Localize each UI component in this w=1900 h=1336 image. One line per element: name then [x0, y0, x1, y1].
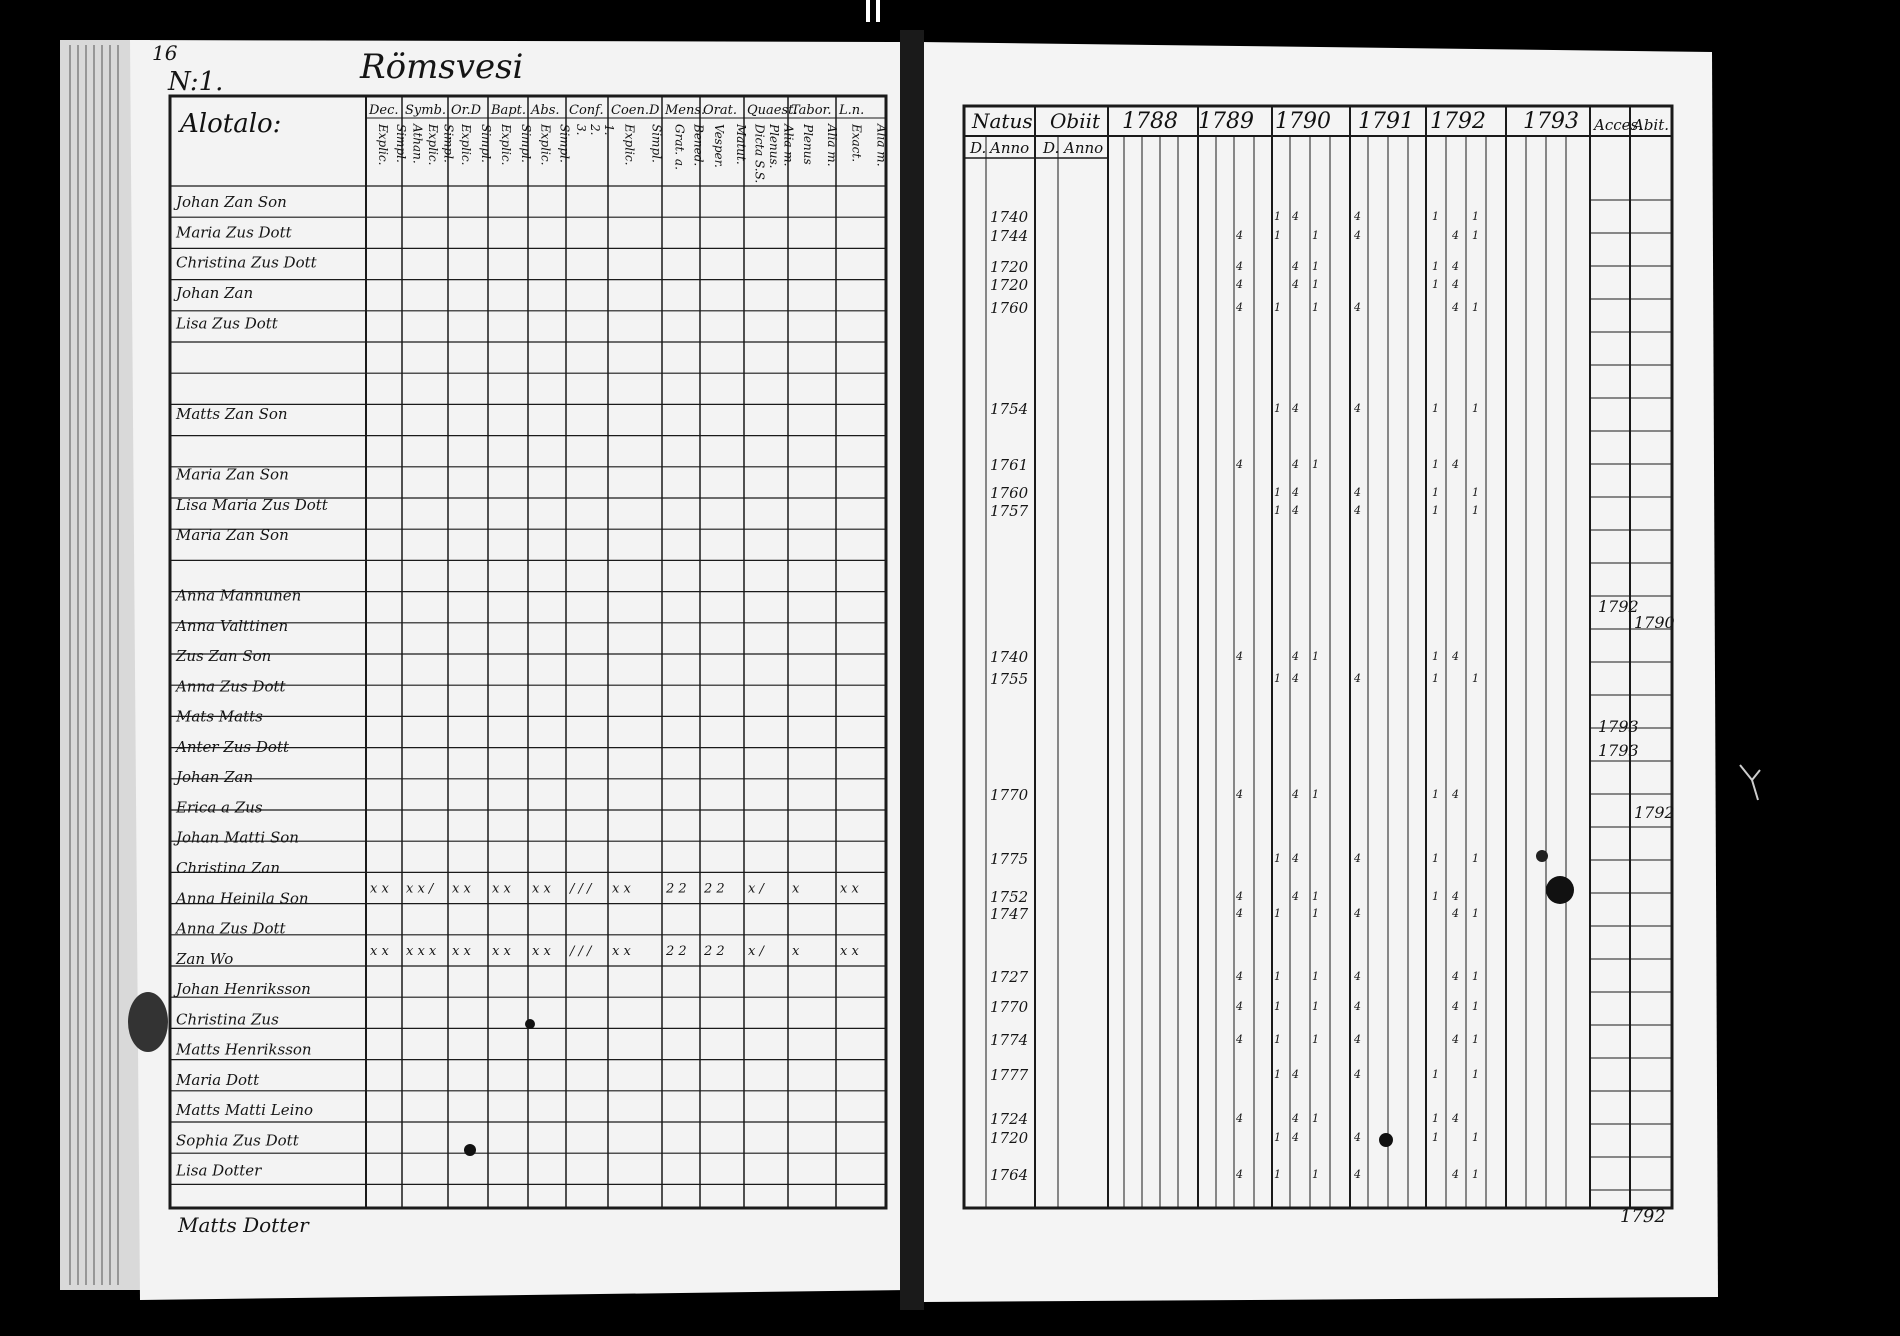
tick-mark: 4: [1292, 788, 1299, 801]
tick-mark: 1: [1472, 402, 1479, 415]
ink-blot: [1546, 876, 1574, 904]
entry-name: Anna Heinila Son: [176, 889, 309, 908]
birth-year: 1764: [990, 1166, 1029, 1184]
tick-mark: 4: [1236, 890, 1243, 903]
column-header-title: Conf.: [569, 103, 604, 118]
tick-mark: 1: [1472, 1168, 1479, 1181]
year-1790: 1790: [1275, 109, 1331, 134]
tick-mark: 1: [1312, 1112, 1319, 1125]
tick-mark: 1: [1432, 852, 1439, 865]
tick-mark: 1: [1312, 970, 1319, 983]
tick-mark: 1: [1312, 278, 1319, 291]
column-header-title: Bapt.: [491, 103, 526, 118]
column-subheader: Simpl.: [479, 124, 493, 163]
attendance-mark: 2 2: [666, 943, 687, 959]
tick-mark: 4: [1452, 970, 1459, 983]
entry-name: Christina Zus Dott: [176, 253, 317, 272]
tick-mark: 1: [1312, 1168, 1319, 1181]
tick-mark: 4: [1354, 1000, 1361, 1013]
tick-mark: 1: [1432, 1112, 1439, 1125]
tick-mark: 4: [1236, 1168, 1243, 1181]
acces-mark-1: 1792: [1598, 597, 1639, 616]
attendance-mark: 2 2: [704, 943, 725, 959]
binding-knob: [128, 992, 168, 1052]
column-subheader: Plenus: [801, 124, 815, 165]
attendance-mark: x x: [840, 943, 859, 959]
tick-mark: 4: [1236, 229, 1243, 242]
tick-mark: 4: [1452, 650, 1459, 663]
column-subheader: Plenus.: [767, 124, 781, 169]
acces-mark-3: 1793: [1598, 741, 1639, 760]
attendance-mark: / / /: [570, 881, 592, 897]
entry-name: Matts Matti Leino: [176, 1101, 314, 1120]
tick-mark: 4: [1354, 229, 1361, 242]
column-subheader: Simpl.: [557, 124, 572, 163]
tick-mark: 4: [1452, 458, 1459, 471]
tick-mark: 4: [1292, 1131, 1299, 1144]
entry-name: Anna Zus Dott: [176, 919, 286, 938]
entry-name: Christina Zan: [176, 859, 281, 878]
tick-mark: 4: [1354, 210, 1361, 223]
tick-mark: 1: [1472, 1068, 1479, 1081]
tick-mark: 4: [1452, 260, 1459, 273]
tick-mark: 4: [1452, 1168, 1459, 1181]
birth-year: 1770: [990, 998, 1029, 1016]
tick-mark: 1: [1274, 852, 1281, 865]
birth-year: 1724: [990, 1110, 1029, 1128]
column-subheader: Simpl.: [519, 124, 533, 163]
attendance-mark: x /: [748, 943, 764, 959]
tick-mark: 1: [1432, 1131, 1439, 1144]
entry-name: Erica a Zus: [176, 798, 263, 817]
birth-year: 1744: [990, 227, 1029, 245]
entry-name: Johan Zan: [176, 768, 254, 787]
sub-d-obiit: D.: [1043, 139, 1060, 157]
tick-mark: 4: [1236, 788, 1243, 801]
tick-mark: 4: [1292, 1112, 1299, 1125]
tick-mark: 1: [1274, 301, 1281, 314]
ink-blot: [1379, 1133, 1393, 1147]
attendance-mark: x x: [532, 881, 551, 897]
tick-mark: 1: [1274, 1000, 1281, 1013]
sub-d-natus: D.: [970, 139, 987, 157]
birth-year: 1774: [990, 1031, 1029, 1049]
sub-anno-natus: Anno: [990, 139, 1030, 157]
tick-mark: 4: [1236, 1033, 1243, 1046]
attendance-mark: x x: [612, 943, 631, 959]
entry-name: Johan Zan Son: [176, 193, 287, 212]
column-subheader: Athan.: [410, 124, 425, 164]
year-1793: 1793: [1523, 109, 1579, 134]
tick-mark: 4: [1292, 486, 1299, 499]
tick-mark: 4: [1354, 1068, 1361, 1081]
tick-mark: 1: [1432, 260, 1439, 273]
column-header-title: L.n.: [839, 103, 865, 118]
header-abiit: Abit.: [1633, 116, 1670, 134]
attendance-mark: x x /: [406, 881, 434, 897]
entry-name: Johan Matti Son: [176, 828, 299, 847]
entry-name: Sophia Zus Dott: [176, 1131, 299, 1150]
tick-mark: 1: [1274, 229, 1281, 242]
column-subheader: Explic.: [426, 124, 440, 166]
birth-year: 1747: [990, 905, 1029, 923]
birth-year: 1720: [990, 1129, 1029, 1147]
birth-year: 1720: [990, 276, 1029, 294]
tick-mark: 1: [1274, 1068, 1281, 1081]
tick-mark: 1: [1274, 970, 1281, 983]
tick-mark: 1: [1312, 907, 1319, 920]
tick-mark: 1: [1432, 486, 1439, 499]
tick-mark: 1: [1274, 210, 1281, 223]
column-subheader: Explic.: [376, 124, 390, 166]
tick-mark: 1: [1274, 672, 1281, 685]
tick-mark: 1: [1472, 486, 1479, 499]
column-subheader: Bened.: [691, 124, 706, 167]
attendance-mark: 2 2: [666, 881, 687, 897]
entry-name: Maria Zus Dott: [176, 223, 292, 242]
right-footer-total: 1792: [1620, 1206, 1666, 1227]
birth-year: 1761: [990, 456, 1029, 474]
tick-mark: 4: [1236, 1000, 1243, 1013]
tick-mark: 1: [1274, 486, 1281, 499]
acces-mark-2: 1793: [1598, 717, 1639, 736]
year-1789: 1789: [1198, 109, 1254, 134]
column-header-title: Symb.: [405, 103, 447, 118]
tick-mark: 4: [1354, 1033, 1361, 1046]
column-subheader: Alia m.: [825, 124, 839, 167]
tick-mark: 4: [1292, 1068, 1299, 1081]
tick-mark: 4: [1354, 907, 1361, 920]
tick-mark: 1: [1432, 402, 1439, 415]
column-header-title: Orat.: [703, 103, 737, 118]
tick-mark: 4: [1236, 260, 1243, 273]
attendance-mark: x x: [492, 943, 511, 959]
entry-name: Maria Zan Son: [176, 526, 289, 545]
tick-mark: 1: [1432, 672, 1439, 685]
birth-year: 1755: [990, 670, 1029, 688]
tick-mark: 4: [1236, 650, 1243, 663]
tick-mark: 4: [1292, 672, 1299, 685]
tick-mark: 4: [1354, 970, 1361, 983]
tick-mark: 4: [1292, 504, 1299, 517]
column-subheader: 1.: [602, 124, 616, 136]
tick-mark: 4: [1354, 486, 1361, 499]
column-header-title: Mens.: [665, 103, 706, 118]
right-page: [920, 42, 1718, 1302]
sub-anno-obiit: Anno: [1064, 139, 1104, 157]
tick-mark: 1: [1312, 260, 1319, 273]
tick-mark: 4: [1292, 890, 1299, 903]
attendance-mark: x: [792, 881, 800, 897]
entry-name: Mats Matts: [176, 707, 263, 726]
tick-mark: 4: [1354, 301, 1361, 314]
tick-mark: 4: [1292, 650, 1299, 663]
abit-mark-1: 1790: [1634, 613, 1675, 632]
tick-mark: 4: [1236, 1112, 1243, 1125]
column-subheader: Alia m.: [874, 124, 889, 167]
tick-mark: 1: [1432, 504, 1439, 517]
column-subheader: Matut.: [734, 124, 748, 165]
tick-mark: 1: [1312, 1033, 1319, 1046]
attendance-mark: x: [792, 943, 800, 959]
gutter: [900, 30, 924, 1310]
entry-name: Lisa Zus Dott: [176, 314, 278, 333]
ink-blot: [464, 1144, 476, 1156]
column-header-title: Tabor.: [791, 103, 832, 118]
attendance-mark: x x: [370, 943, 389, 959]
tick-mark: 1: [1472, 1000, 1479, 1013]
column-header-title: Dec.: [369, 103, 399, 118]
entry-name: Anna Mannunen: [176, 586, 302, 605]
tick-mark: 1: [1312, 458, 1319, 471]
tick-mark: 4: [1452, 301, 1459, 314]
attendance-mark: x x x: [406, 943, 437, 959]
attendance-mark: x /: [748, 881, 764, 897]
tick-mark: 1: [1312, 788, 1319, 801]
left-footer-text: Matts Dotter: [178, 1213, 309, 1237]
entry-name: Lisa Dotter: [176, 1161, 262, 1180]
entry-name: Maria Dott: [176, 1070, 260, 1089]
tick-mark: 4: [1236, 907, 1243, 920]
tick-mark: 1: [1312, 650, 1319, 663]
entry-name: Zus Zan Son: [176, 647, 272, 666]
tick-mark: 4: [1354, 504, 1361, 517]
tick-mark: 1: [1432, 650, 1439, 663]
header-accessit: Acces.: [1594, 116, 1643, 134]
tick-mark: 1: [1432, 788, 1439, 801]
tick-mark: 4: [1236, 301, 1243, 314]
tick-mark: 4: [1354, 402, 1361, 415]
header-natus: Natus: [972, 109, 1033, 133]
attendance-mark: x x: [370, 881, 389, 897]
year-1791: 1791: [1358, 109, 1414, 134]
column-subheader: Simpl.: [394, 124, 408, 163]
attendance-mark: x x: [612, 881, 631, 897]
tick-mark: 1: [1472, 1131, 1479, 1144]
tick-mark: 1: [1472, 852, 1479, 865]
column-subheader: Exact.: [849, 124, 864, 163]
birth-year: 1727: [990, 968, 1029, 986]
tick-mark: 4: [1292, 278, 1299, 291]
tick-mark: 4: [1452, 1112, 1459, 1125]
tick-mark: 4: [1452, 890, 1459, 903]
entry-name: Christina Zus: [176, 1010, 279, 1029]
tick-mark: 1: [1432, 210, 1439, 223]
tick-mark: 1: [1312, 1000, 1319, 1013]
birth-year: 1720: [990, 258, 1029, 276]
tick-mark: 4: [1236, 278, 1243, 291]
birth-year: 1760: [990, 484, 1029, 502]
tick-mark: 1: [1432, 278, 1439, 291]
tick-mark: 4: [1236, 970, 1243, 983]
header-obiit: Obiit: [1050, 109, 1101, 133]
ink-blot: [1536, 850, 1548, 862]
column-subheader: 2.: [588, 124, 602, 136]
tick-mark: 4: [1292, 210, 1299, 223]
entry-name: Maria Zan Son: [176, 465, 289, 484]
entry-name: Matts Henriksson: [176, 1040, 312, 1059]
birth-year: 1752: [990, 888, 1029, 906]
entry-name: Anter Zus Dott: [176, 737, 289, 756]
entry-name: Lisa Maria Zus Dott: [176, 495, 328, 514]
name-column-header: Alotalo:: [180, 109, 282, 139]
tick-mark: 1: [1472, 229, 1479, 242]
column-subheader: Simpl.: [649, 124, 664, 163]
tick-mark: 4: [1354, 672, 1361, 685]
tick-mark: 1: [1432, 890, 1439, 903]
tick-mark: 1: [1472, 504, 1479, 517]
tick-mark: 4: [1292, 402, 1299, 415]
birth-year: 1757: [990, 502, 1029, 520]
binding-marks: [866, 0, 880, 22]
birth-year: 1754: [990, 400, 1029, 418]
attendance-mark: 2 2: [704, 881, 725, 897]
column-subheader: Simpl.: [441, 124, 456, 163]
entry-name: Matts Zan Son: [176, 405, 288, 424]
abit-mark-2: 1792: [1634, 803, 1675, 822]
birth-year: 1777: [990, 1066, 1029, 1084]
column-header-title: Coen.D: [611, 103, 660, 118]
tick-mark: 1: [1274, 907, 1281, 920]
folio-mark: N:1.: [168, 67, 224, 97]
entry-name: Johan Zan: [176, 283, 254, 302]
tick-mark: 4: [1452, 788, 1459, 801]
page-number: 16: [152, 41, 178, 65]
birth-year: 1740: [990, 208, 1029, 226]
attendance-mark: x x: [532, 943, 551, 959]
tick-mark: 4: [1452, 907, 1459, 920]
column-subheader: Vesper.: [712, 124, 726, 168]
birth-year: 1775: [990, 850, 1029, 868]
column-subheader: Explic.: [538, 124, 553, 166]
column-subheader: Explic.: [499, 124, 513, 166]
tick-mark: 1: [1312, 301, 1319, 314]
tick-mark: 4: [1452, 229, 1459, 242]
column-subheader: Explic.: [622, 124, 637, 166]
tick-mark: 4: [1354, 852, 1361, 865]
tick-mark: 1: [1472, 301, 1479, 314]
column-subheader: Explic.: [459, 124, 473, 166]
birth-year: 1770: [990, 786, 1029, 804]
tick-mark: 1: [1274, 504, 1281, 517]
attendance-mark: / / /: [570, 943, 592, 959]
tick-mark: 1: [1472, 970, 1479, 983]
entry-name: Johan Henriksson: [176, 980, 311, 999]
tick-mark: 4: [1452, 1033, 1459, 1046]
tick-mark: 1: [1274, 402, 1281, 415]
tick-mark: 4: [1292, 852, 1299, 865]
birth-year: 1760: [990, 299, 1029, 317]
attendance-mark: x x: [492, 881, 511, 897]
tick-mark: 4: [1354, 1131, 1361, 1144]
column-subheader: Dicta S.S.: [752, 124, 767, 184]
year-1792: 1792: [1430, 109, 1486, 134]
tick-mark: 1: [1472, 1033, 1479, 1046]
year-1788: 1788: [1122, 109, 1178, 134]
tick-mark: 1: [1432, 1068, 1439, 1081]
tick-mark: 1: [1274, 1033, 1281, 1046]
column-subheader: 3.: [574, 124, 588, 136]
attendance-mark: x x: [452, 943, 471, 959]
column-subheader: Grat. a.: [672, 124, 687, 170]
birth-year: 1740: [990, 648, 1029, 666]
tick-mark: 4: [1452, 1000, 1459, 1013]
village-heading: Römsvesi: [360, 47, 524, 87]
entry-name: Zan Wo: [176, 949, 234, 968]
tick-mark: 1: [1472, 672, 1479, 685]
margin-scratch: [1740, 765, 1760, 800]
tick-mark: 4: [1236, 458, 1243, 471]
tick-mark: 1: [1312, 890, 1319, 903]
column-subheader: Alia m.: [781, 124, 796, 167]
column-header-title: Or.D: [451, 103, 481, 118]
entry-name: Anna Zus Dott: [176, 677, 286, 696]
tick-mark: 4: [1292, 260, 1299, 273]
tick-mark: 4: [1452, 278, 1459, 291]
tick-mark: 1: [1274, 1131, 1281, 1144]
tick-mark: 1: [1472, 907, 1479, 920]
column-header-title: Quaest.: [747, 103, 798, 118]
tick-mark: 1: [1312, 229, 1319, 242]
entry-name: Anna Valttinen: [176, 616, 289, 635]
tick-mark: 4: [1292, 458, 1299, 471]
tick-mark: 1: [1472, 210, 1479, 223]
tick-mark: 1: [1274, 1168, 1281, 1181]
column-header-title: Abs.: [531, 103, 560, 118]
attendance-mark: x x: [452, 881, 471, 897]
tick-mark: 4: [1354, 1168, 1361, 1181]
tick-mark: 1: [1432, 458, 1439, 471]
ink-blot: [525, 1019, 535, 1029]
attendance-mark: x x: [840, 881, 859, 897]
